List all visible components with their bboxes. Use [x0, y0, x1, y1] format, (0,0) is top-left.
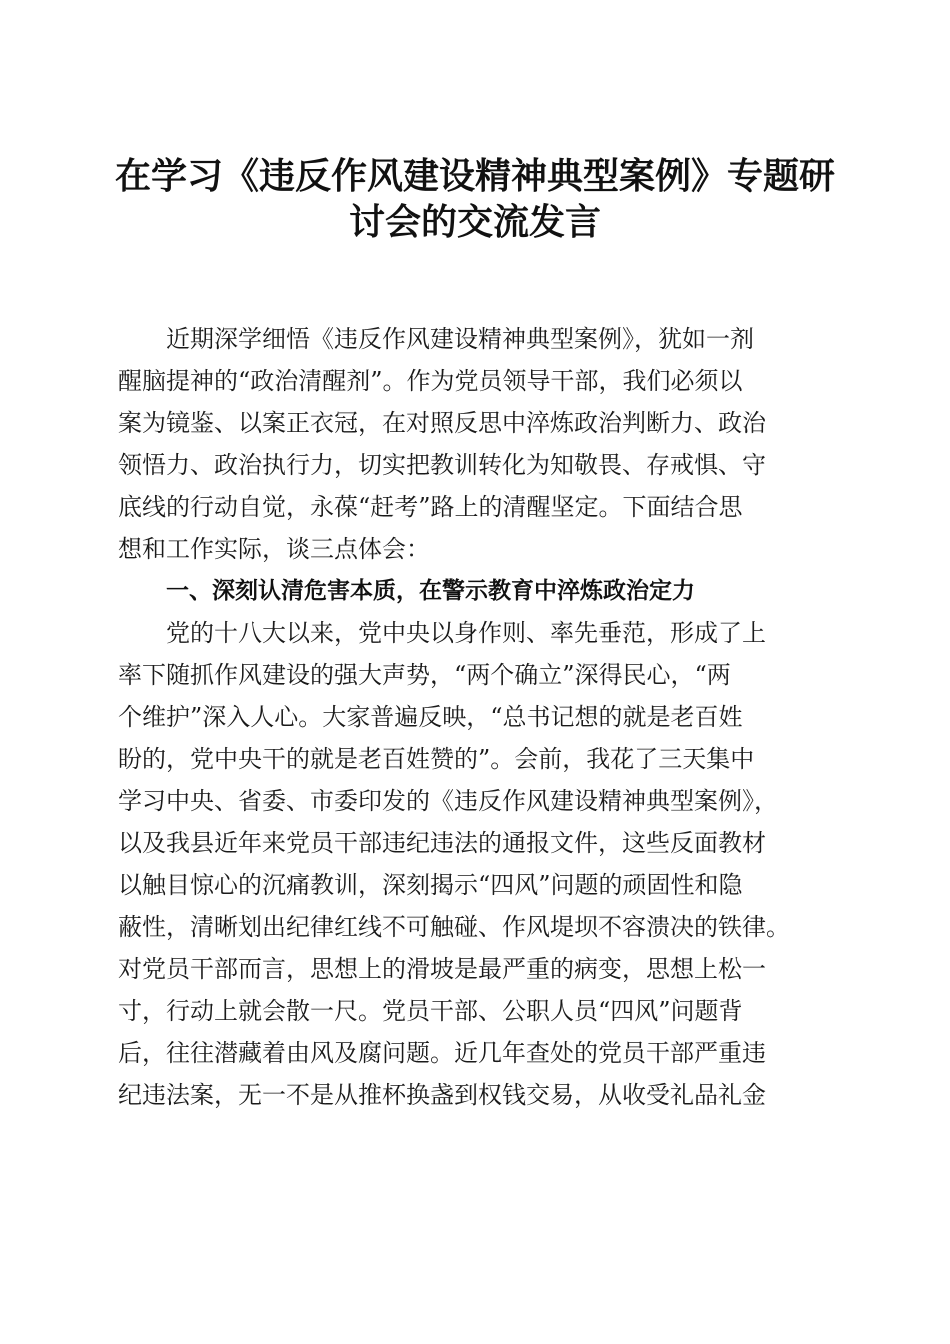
section-heading: 一、深刻认清危害本质，在警示教育中淬炼政治定力	[166, 578, 695, 604]
document-title-line-1: 在学习《违反作风建设精神典型案例》专题研	[114, 155, 835, 197]
paragraph-line: 学习中央、省委、市委印发的《违反作风建设精神典型案例》，	[118, 787, 778, 815]
document-title-line-2: 讨会的交流发言	[348, 201, 601, 243]
paragraph-line: 党的十八大以来，党中央以身作则、率先垂范，形成了上	[166, 619, 766, 647]
intro-paragraph	[118, 318, 838, 570]
paragraph-line: 想和工作实际，谈三点体会：	[118, 535, 430, 563]
paragraph-line: 蔽性，清晰划出纪律红线不可触碰、作风堤坝不容溃决的铁律。	[118, 913, 790, 941]
paragraph-line: 后，往往潜藏着由风及腐问题。近几年查处的党员干部严重违	[118, 1039, 766, 1067]
paragraph-line: 对党员干部而言，思想上的滑坡是最严重的病变，思想上松一	[118, 955, 766, 983]
paragraph-line: 寸，行动上就会散一尺。党员干部、公职人员“四风”问题背	[118, 997, 743, 1025]
paragraph-line: 盼的，党中央干的就是老百姓赞的”。会前，我花了三天集中	[118, 745, 755, 773]
paragraph-line: 案为镜鉴、以案正衣冠，在对照反思中淬炼政治判断力、政治	[118, 409, 766, 437]
section-1-heading-block	[118, 570, 838, 612]
paragraph-line: 醒脑提神的“政治清醒剂”。作为党员领导干部，我们必须以	[118, 367, 743, 395]
paragraph-line: 领悟力、政治执行力，切实把教训转化为知敬畏、存戒惧、守	[118, 451, 766, 479]
paragraph-line: 以触目惊心的沉痛教训，深刻揭示“四风”问题的顽固性和隐	[118, 871, 743, 899]
paragraph-line: 以及我县近年来党员干部违纪违法的通报文件，这些反面教材	[118, 829, 766, 857]
paragraph-line: 底线的行动自觉，永葆“赶考”路上的清醒坚定。下面结合思	[118, 493, 743, 521]
paragraph-line: 纪违法案，无一不是从推杯换盏到权钱交易，从收受礼品礼金	[118, 1081, 766, 1109]
paragraph-line: 近期深学细悟《违反作风建设精神典型案例》，犹如一剂	[166, 325, 754, 353]
section-1-paragraph	[118, 612, 838, 1116]
paragraph-line: 个维护”深入人心。大家普遍反映，“总书记想的就是老百姓	[118, 703, 743, 731]
paragraph-line: 率下随抓作风建设的强大声势，“两个确立”深得民心，“两	[118, 661, 731, 689]
